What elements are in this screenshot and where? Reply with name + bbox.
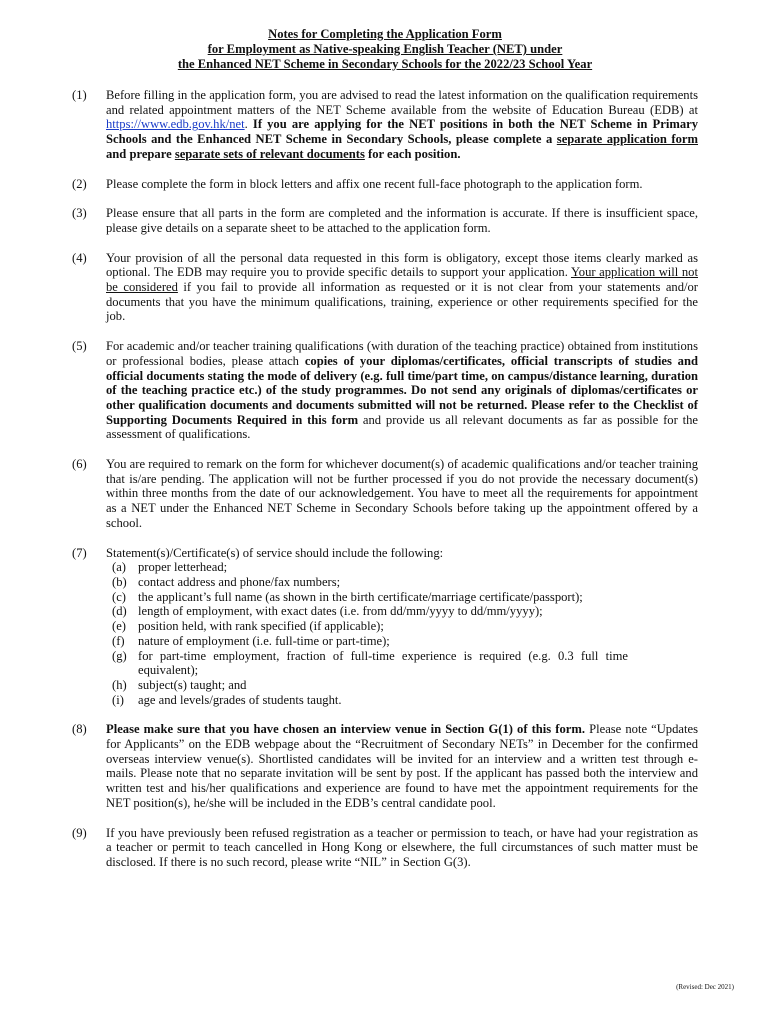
list-item-label: (d) bbox=[112, 604, 127, 619]
list-item-text: subject(s) taught; and bbox=[138, 677, 247, 692]
note-number: (3) bbox=[72, 206, 87, 221]
list-item-label: (b) bbox=[112, 574, 127, 589]
note-5 bbox=[72, 339, 698, 442]
list-item-label: (e) bbox=[112, 619, 126, 634]
note-text: Please note “Updates for Applicants” on the EDB webpage about the “Recruitment of Secondary NETs” in December for the confirmed overseas interview venue(s). Shortlisted candidates will be invited for an interview and a written test through e-mails. Please note that no separate invitation will be sent by post. If the applicant has passed both the interview and written test and his/her qualifications and experience are found to have met the appointment requirements for the NET position(s), he/she will be included in the EDB’s central candidate pool. bbox=[106, 722, 698, 810]
list-item-text: length of employment, with exact dates (i.e. from dd/mm/yyyy to dd/mm/yyyy); bbox=[138, 604, 543, 619]
note-8 bbox=[72, 722, 698, 810]
revision-note: (Revised: Dec 2021) bbox=[676, 983, 734, 991]
note-7-intro: Statement(s)/Certificate(s) of service should include the following: bbox=[106, 545, 444, 560]
list-item bbox=[106, 649, 698, 678]
page-title bbox=[0, 27, 770, 72]
note-2 bbox=[72, 177, 698, 192]
list-item-label: (a) bbox=[112, 560, 126, 575]
list-item bbox=[106, 604, 698, 619]
note-bold-text: Please make sure that you have chosen an interview venue in Section G(1) of this form. bbox=[106, 722, 586, 737]
note-number: (8) bbox=[72, 722, 87, 737]
note-text: Please complete the form in block letters and affix one recent full-face photograph to the application form. bbox=[106, 176, 643, 191]
note-7 bbox=[72, 546, 698, 708]
list-item bbox=[106, 590, 698, 605]
note-text: You are required to remark on the form for whichever document(s) of academic qualifications and/or teacher training that is/are pending. The application will not be further processed if you do not provide the necessary document(s) within three months from the date of our acknowledgement. You have to meet all the requirements for appointment as a NET under the Enhanced NET Scheme in Secondary Schools before taking up the appointment offered by a school. bbox=[106, 457, 698, 530]
note-text: Your provision of all the personal data requested in this form is obligatory, except those items clearly marked as optional. The EDB may require you to provide specific details to support your application. bbox=[106, 250, 698, 280]
note-6 bbox=[72, 457, 698, 531]
note-text: If you have previously been refused registration as a teacher or permission to teach, or have had your registration as a teacher or permit to teach cancelled in Hong Kong or elsewhere, the full circumstances of such matter must be disclosed. If there is no such record, please write “NIL” in Section G(3). bbox=[106, 825, 698, 869]
list-item-label: (g) bbox=[112, 648, 127, 663]
note-3 bbox=[72, 206, 698, 235]
list-item-text: position held, with rank specified (if applicable); bbox=[138, 619, 384, 634]
note-number: (9) bbox=[72, 825, 87, 840]
note-bold-underline-text: separate sets of relevant documents bbox=[174, 146, 365, 161]
list-item-text: nature of employment (i.e. full-time or part-time); bbox=[138, 633, 390, 648]
list-item-text: contact address and phone/fax numbers; bbox=[138, 574, 341, 589]
note-9 bbox=[72, 826, 698, 870]
note-4 bbox=[72, 251, 698, 325]
note-text: For academic and/or teacher training qualifications (with duration of the teaching practice) obtained from institutions or professional bodies, please attach bbox=[106, 339, 698, 368]
note-number: (7) bbox=[72, 545, 87, 560]
note-bold-underline-text: separate application form bbox=[556, 132, 699, 147]
note-number: (2) bbox=[72, 176, 87, 191]
list-item bbox=[106, 560, 698, 575]
list-item-text: for part-time employment, fraction of full-time experience is required (e.g. 0.3 full time equivalent); bbox=[138, 648, 628, 678]
note-number: (4) bbox=[72, 250, 87, 265]
note-number: (5) bbox=[72, 339, 87, 354]
list-item-label: (h) bbox=[112, 677, 127, 692]
list-item bbox=[106, 678, 698, 693]
note-bold-text: If you are applying for the NET positions in both the NET Scheme in Primary Schools and the Enhanced NET Scheme in Secondary Schools, please complete a bbox=[106, 117, 699, 147]
note-text: . bbox=[244, 117, 253, 132]
list-item bbox=[106, 693, 698, 708]
list-item-text: the applicant’s full name (as shown in the birth certificate/marriage certificate/passport); bbox=[138, 589, 583, 604]
note-number: (6) bbox=[72, 457, 87, 472]
note-underline-text: Your application will not be considered bbox=[106, 265, 698, 295]
list-item bbox=[106, 634, 698, 649]
note-number: (1) bbox=[72, 88, 87, 102]
title-line-1: Notes for Completing the Application Form bbox=[268, 27, 502, 41]
note-bold-text: and prepare bbox=[106, 146, 175, 161]
title-line-2: for Employment as Native-speaking English Teacher (NET) under bbox=[207, 42, 563, 56]
note-bold-text: copies of your diplomas/certificates, official transcripts of studies and official documents stating the mode of delivery (e.g. full time/part time, on campus/distance learning, duration of the teaching practice etc.) of the study programmes. Do not send any originals of diplomas/certificates or other qualification documents and documents submitted will not be returned. Please refer to the Checklist of Supporting Documents Required in this form bbox=[106, 353, 698, 427]
title-line-3: the Enhanced NET Scheme in Secondary Schools for the 2022/23 School Year bbox=[177, 57, 593, 71]
notes-list bbox=[72, 88, 698, 870]
list-item-label: (c) bbox=[112, 589, 126, 604]
list-item bbox=[106, 575, 698, 590]
note-1 bbox=[72, 88, 698, 162]
list-item-label: (i) bbox=[112, 692, 124, 707]
edb-net-link[interactable]: https://www.edb.gov.hk/net bbox=[106, 117, 245, 132]
note-text: and provide us all relevant documents as far as possible for the assessment of qualifications. bbox=[106, 412, 698, 442]
note-text: if you fail to provide all information as requested or it is not clear from your statements and/or documents that you have the minimum qualifications, training, experience or other requirements specified for the job. bbox=[106, 280, 698, 324]
note-text: Please ensure that all parts in the form are completed and the information is accurate. If there is insufficient space, please give details on a separate sheet to be attached to the application form. bbox=[106, 206, 698, 235]
list-item bbox=[106, 619, 698, 634]
list-item-text: age and levels/grades of students taught. bbox=[138, 692, 342, 707]
note-text: Before filling in the application form, you are advised to read the latest information on the qualification requirements and related appointment matters of the NET Scheme available from the website of Education Bureau (EDB) at bbox=[106, 88, 698, 117]
list-item-text: proper letterhead; bbox=[138, 560, 228, 575]
list-item-label: (f) bbox=[112, 633, 125, 648]
note-bold-text: for each position. bbox=[364, 146, 461, 161]
